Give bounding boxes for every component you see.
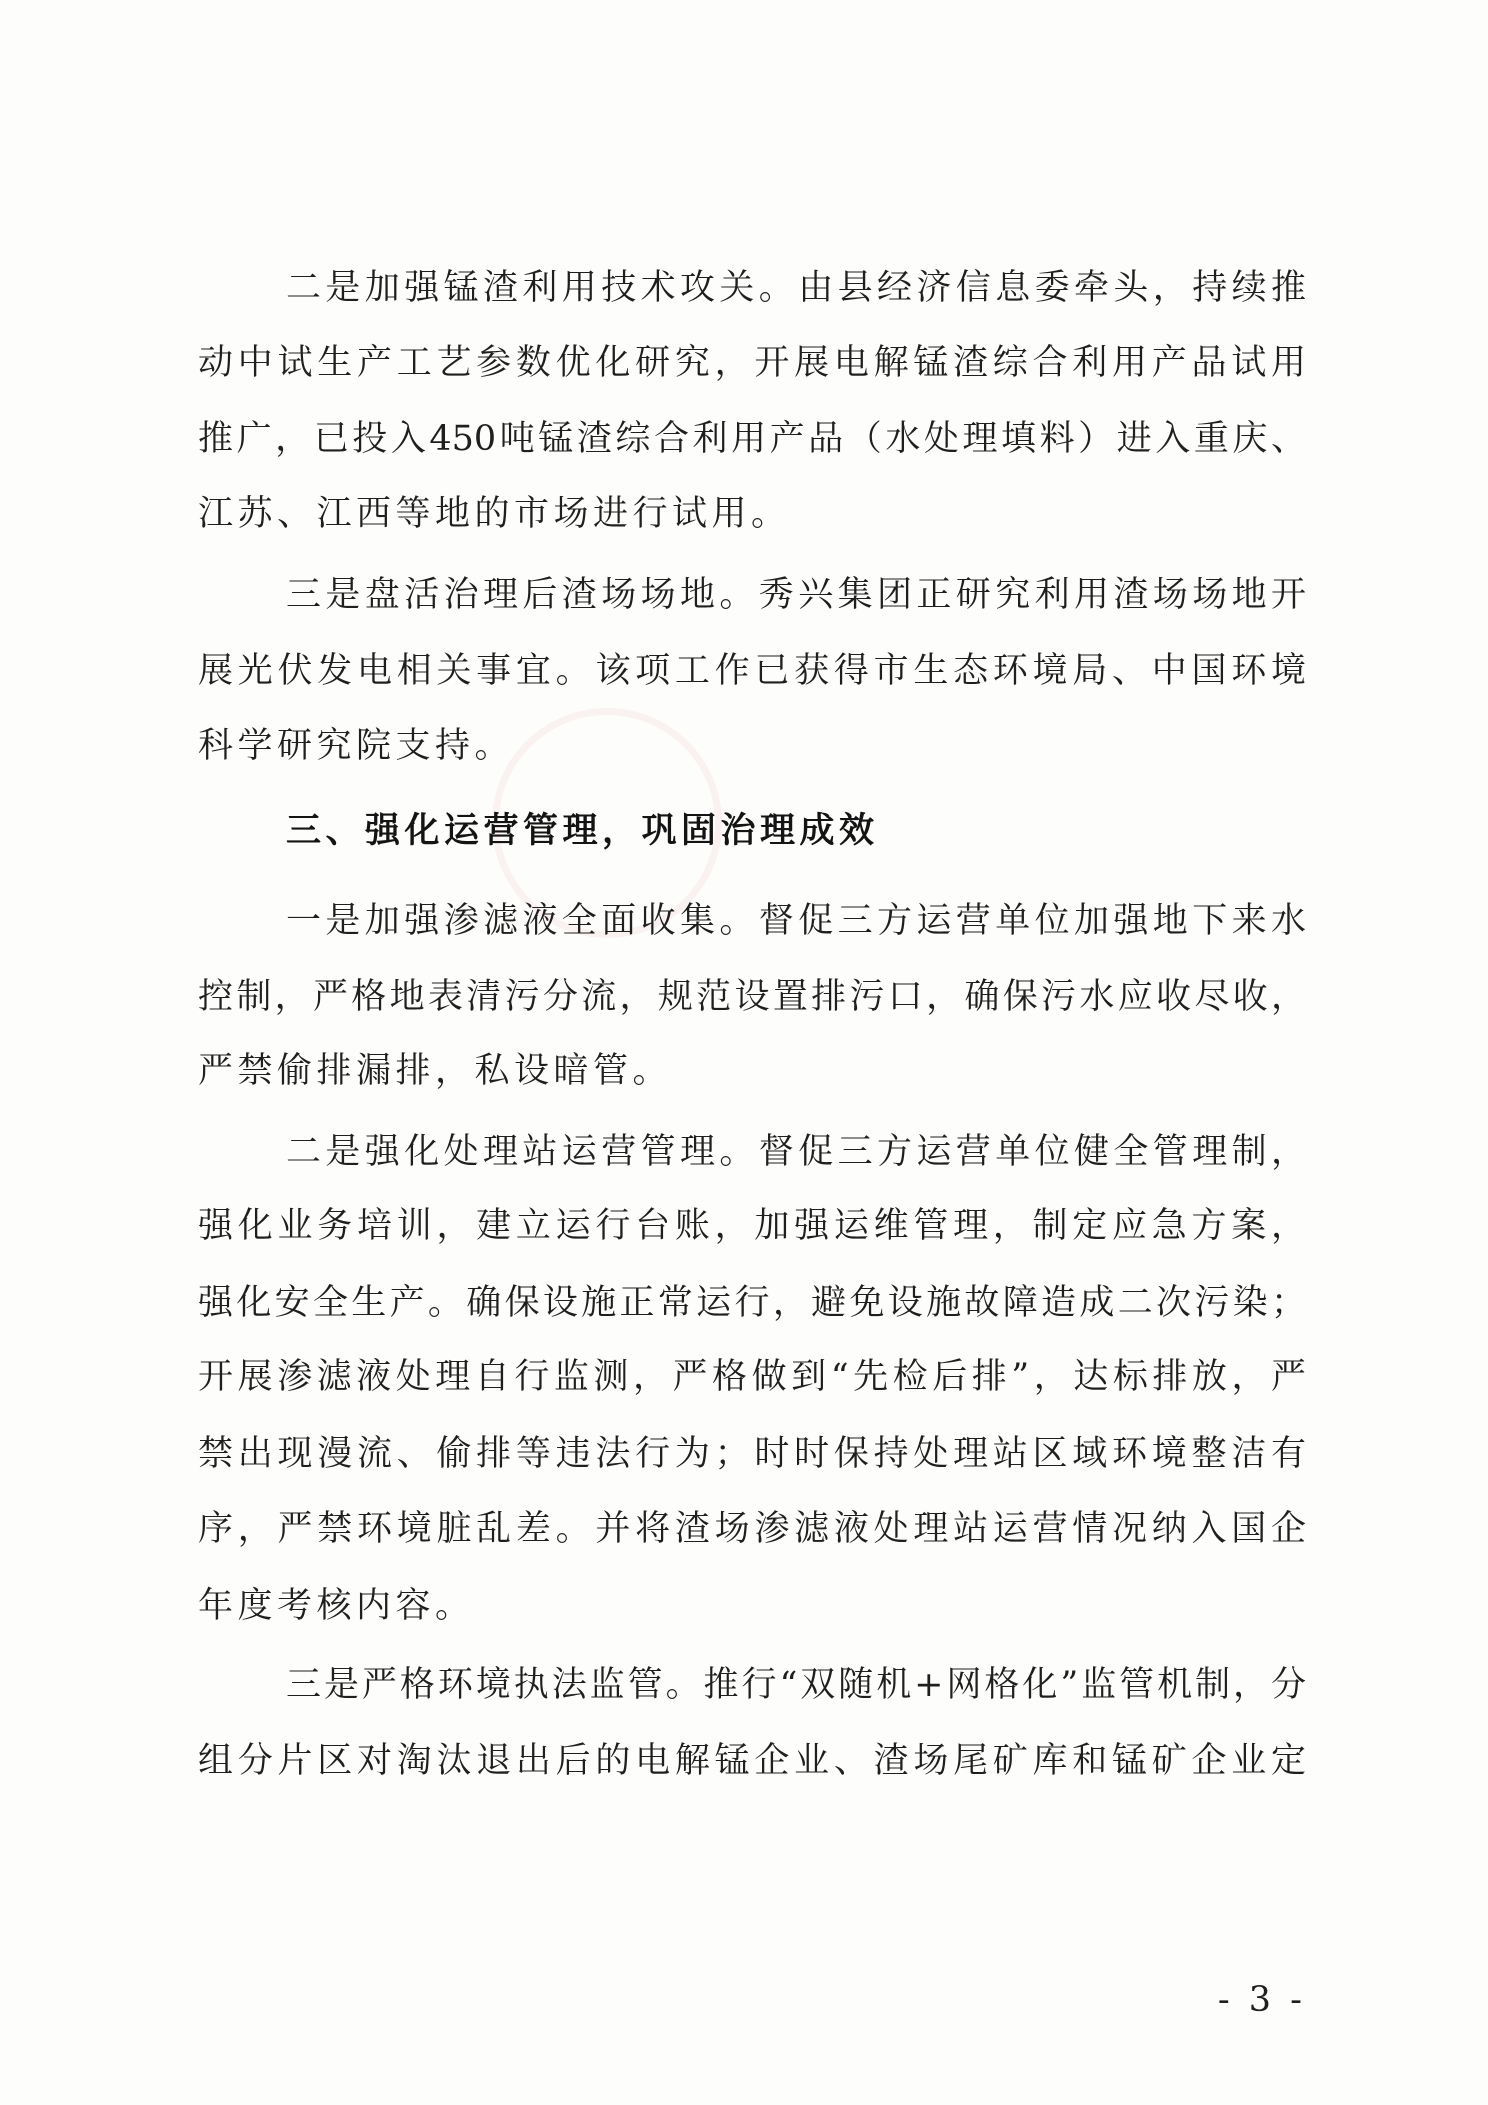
paragraph-line: 组分片区对淘汰退出后的电解锰企业、渣场尾矿库和锰矿企业定 [198, 1741, 1306, 1781]
paragraph-line: 严禁偷排漏排，私设暗管。 [198, 1051, 673, 1091]
paragraph-line: 动中试生产工艺参数优化研究，开展电解锰渣综合利用产品试用 [198, 343, 1306, 383]
paragraph-line: 序，严禁环境脏乱差。并将渣场渗滤液处理站运营情况纳入国企 [198, 1509, 1306, 1549]
paragraph-line: 开展渗滤液处理自行监测，严格做到“先检后排”，达标排放，严 [198, 1357, 1306, 1397]
paragraph-line: 强化安全生产。确保设施正常运行，避免设施故障造成二次污染； [198, 1283, 1306, 1323]
paragraph-line: 二是加强锰渣利用技术攻关。由县经济信息委牵头，持续推 [286, 268, 1306, 308]
paragraph-line: 展光伏发电相关事宜。该项工作已获得市生态环境局、中国环境 [198, 651, 1306, 691]
paragraph-line: 科学研究院支持。 [198, 726, 515, 766]
paragraph-line: 三是严格环境执法监管。推行“双随机+网格化”监管机制，分 [286, 1665, 1306, 1705]
paragraph-line: 推广，已投入450吨锰渣综合利用产品（水处理填料）进入重庆、 [198, 419, 1306, 459]
paragraph-line: 江苏、江西等地的市场进行试用。 [198, 494, 791, 534]
paragraph-line: 一是加强渗滤液全面收集。督促三方运营单位加强地下来水 [286, 901, 1306, 941]
paragraph-line: 控制，严格地表清污分流，规范设置排污口，确保污水应收尽收， [198, 977, 1306, 1017]
paragraph-line: 强化业务培训，建立运行台账，加强运维管理，制定应急方案， [198, 1206, 1306, 1246]
paragraph-line: 二是强化处理站运营管理。督促三方运营单位健全管理制， [286, 1132, 1306, 1172]
paragraph-line: 三是盘活治理后渣场场地。秀兴集团正研究利用渣场场地开 [286, 575, 1306, 615]
page-number: - 3 - [1217, 1980, 1306, 2020]
paragraph-line: 年度考核内容。 [198, 1586, 475, 1626]
paragraph-line: 禁出现漫流、偷排等违法行为；时时保持处理站区域环境整洁有 [198, 1434, 1306, 1474]
section-heading: 三、强化运营管理，巩固治理成效 [286, 811, 879, 851]
